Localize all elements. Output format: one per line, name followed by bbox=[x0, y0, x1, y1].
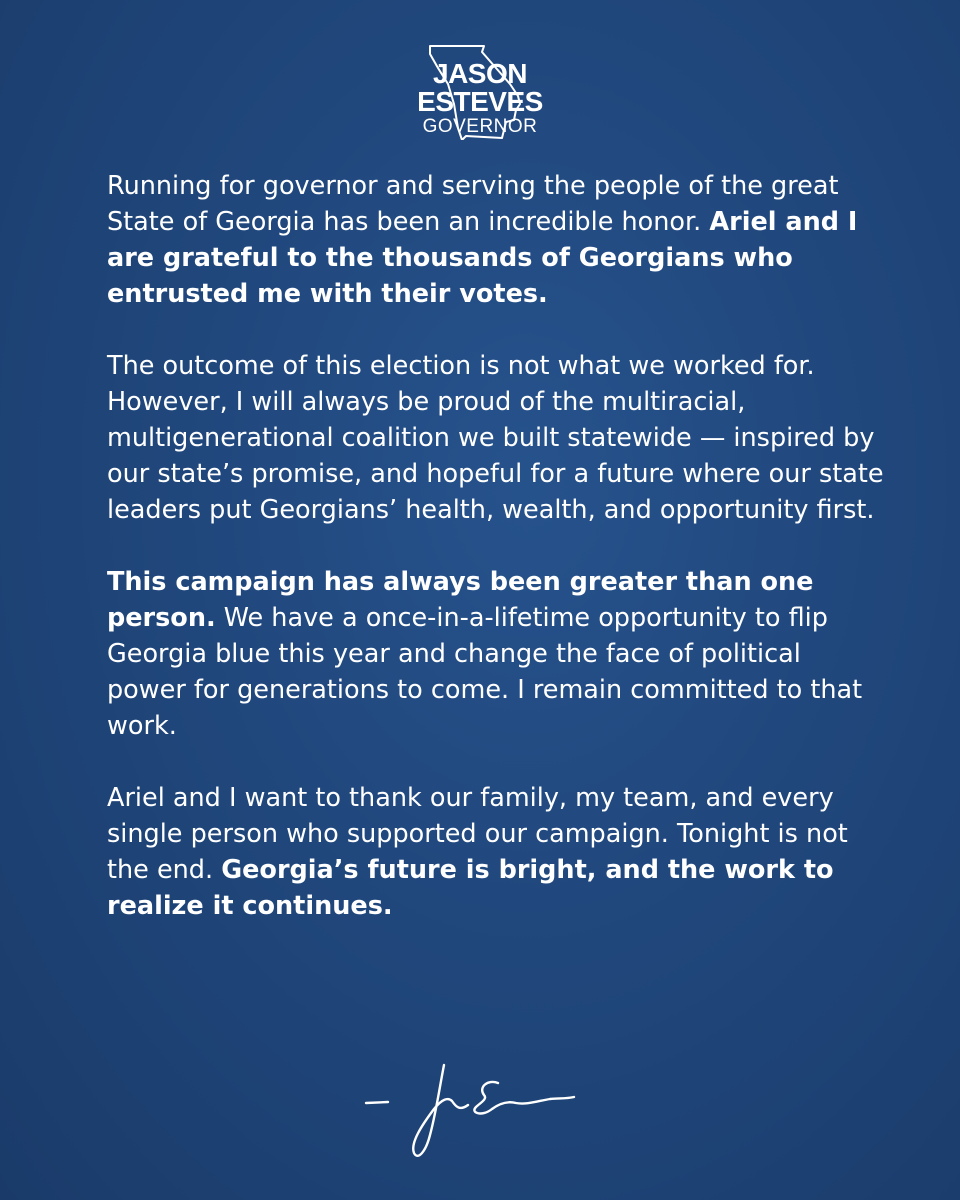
paragraph-4-text: Ariel and I want to thank our family, my team, and every single person who supported our campaign. Tonight is not the end. bbox=[107, 783, 848, 885]
statement-paragraph-3 bbox=[107, 564, 887, 744]
handwritten-signature bbox=[360, 1055, 590, 1165]
paragraph-3-bold-text: This campaign has always been greater than one person. bbox=[107, 567, 814, 633]
statement-body bbox=[107, 168, 887, 960]
logo-office: GOVERNOR bbox=[422, 116, 538, 137]
paragraph-3-text: We have a once-in-a-lifetime opportunity to flip Georgia blue this year and change the face of political power for generations to come. I remain committed to that work. bbox=[107, 603, 863, 741]
statement-paragraph-4 bbox=[107, 780, 887, 924]
logo-first-name: JASON bbox=[433, 58, 527, 89]
paragraph-1-text: Running for governor and serving the people of the great State of Georgia has been an incredible honor. bbox=[107, 171, 839, 237]
campaign-logo bbox=[400, 44, 560, 140]
paragraph-1-bold-text: Ariel and I are grateful to the thousands of Georgians who entrusted me with their votes. bbox=[107, 207, 858, 309]
paragraph-2-text: The outcome of this election is not what we worked for. However, I will always be proud of the multiracial, multigenerational coalition we built statewide — inspired by our state’s promise, and hopeful for a future where our state leaders put Georgians’ health, wealth, and opportunity first. bbox=[107, 351, 884, 525]
logo-last-name: ESTEVES bbox=[417, 86, 543, 117]
statement-paragraph-1 bbox=[107, 168, 887, 312]
paragraph-4-bold-text: Georgia’s future is bright, and the work to realize it continues. bbox=[107, 855, 834, 921]
statement-paragraph-2 bbox=[107, 348, 887, 528]
